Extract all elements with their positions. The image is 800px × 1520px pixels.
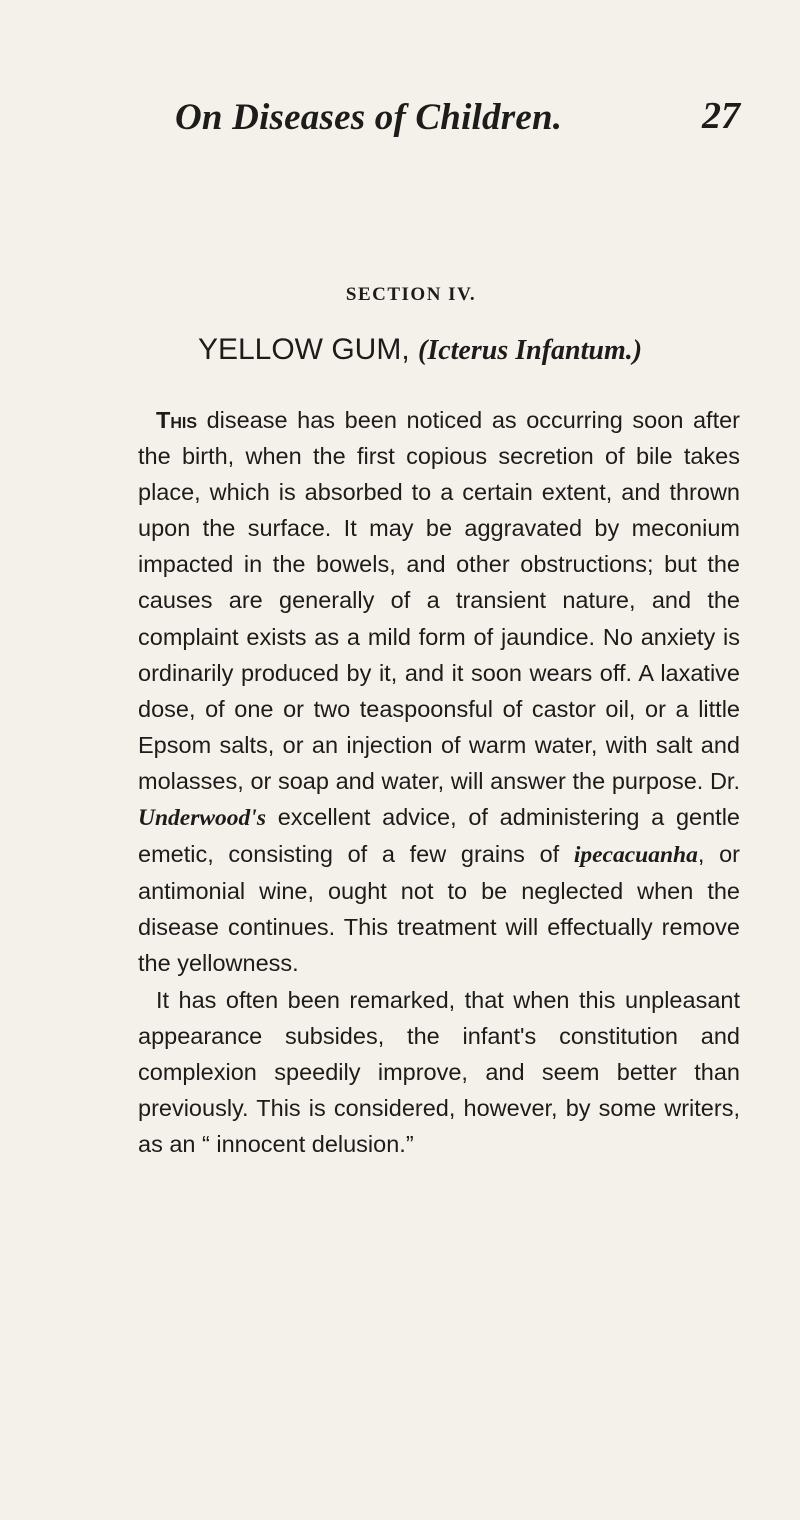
paragraph-2: It has often been remarked, that when this unpleasant appearance subsides, the infant's constitution and complexion speedily improve, and seem better than previously. This is considered, however, by some writers, as an “ innocent delusion.”	[138, 986, 740, 1157]
paragraph-1-italic-ipecacuanha: ipecacuanha	[573, 842, 698, 869]
paragraph-1-italic-underwood: Underwood's	[138, 805, 266, 832]
running-head	[175, 96, 740, 146]
running-title: On Diseases of Children.	[175, 97, 563, 138]
section-label: SECTION IV.	[345, 284, 477, 305]
chapter-title-latin: (Icterus Infantum.)	[418, 335, 643, 366]
chapter-title	[0, 333, 800, 367]
paragraph-1-text-a: disease has been noticed as occurring soon after the birth, when the first copious secretion of bile takes place, which is absorbed to a certain extent, and thrown upon the surface. It may be aggravated by meconium impacted in the bowels, and other obstructions; but the causes are generally of a transient nature, and the complaint exists as a mild form of jaundice. No anxiety is ordinarily produced by it, and it soon wears off. A laxative dose, of one or two teaspoonsful of castor oil, or a little Epsom salts, or an injection of warm water, with salt and molasses, or soap and water, will answer the purpose. Dr.	[138, 407, 740, 794]
paragraph-1-text-b: excellent advice, of administering a gentle emetic, consisting of a few grains of	[138, 804, 740, 868]
paragraph-1-text-c: , or antimonial wine, ought not to be neglected when the disease continues. This treatment will effectually remove the yellowness.	[138, 841, 740, 977]
body-text	[138, 402, 740, 1162]
page-number: 27	[702, 95, 740, 137]
paragraph-1	[138, 402, 740, 982]
paragraph-1-first-word: This	[156, 407, 198, 433]
chapter-title-main: YELLOW GUM,	[197, 333, 410, 366]
